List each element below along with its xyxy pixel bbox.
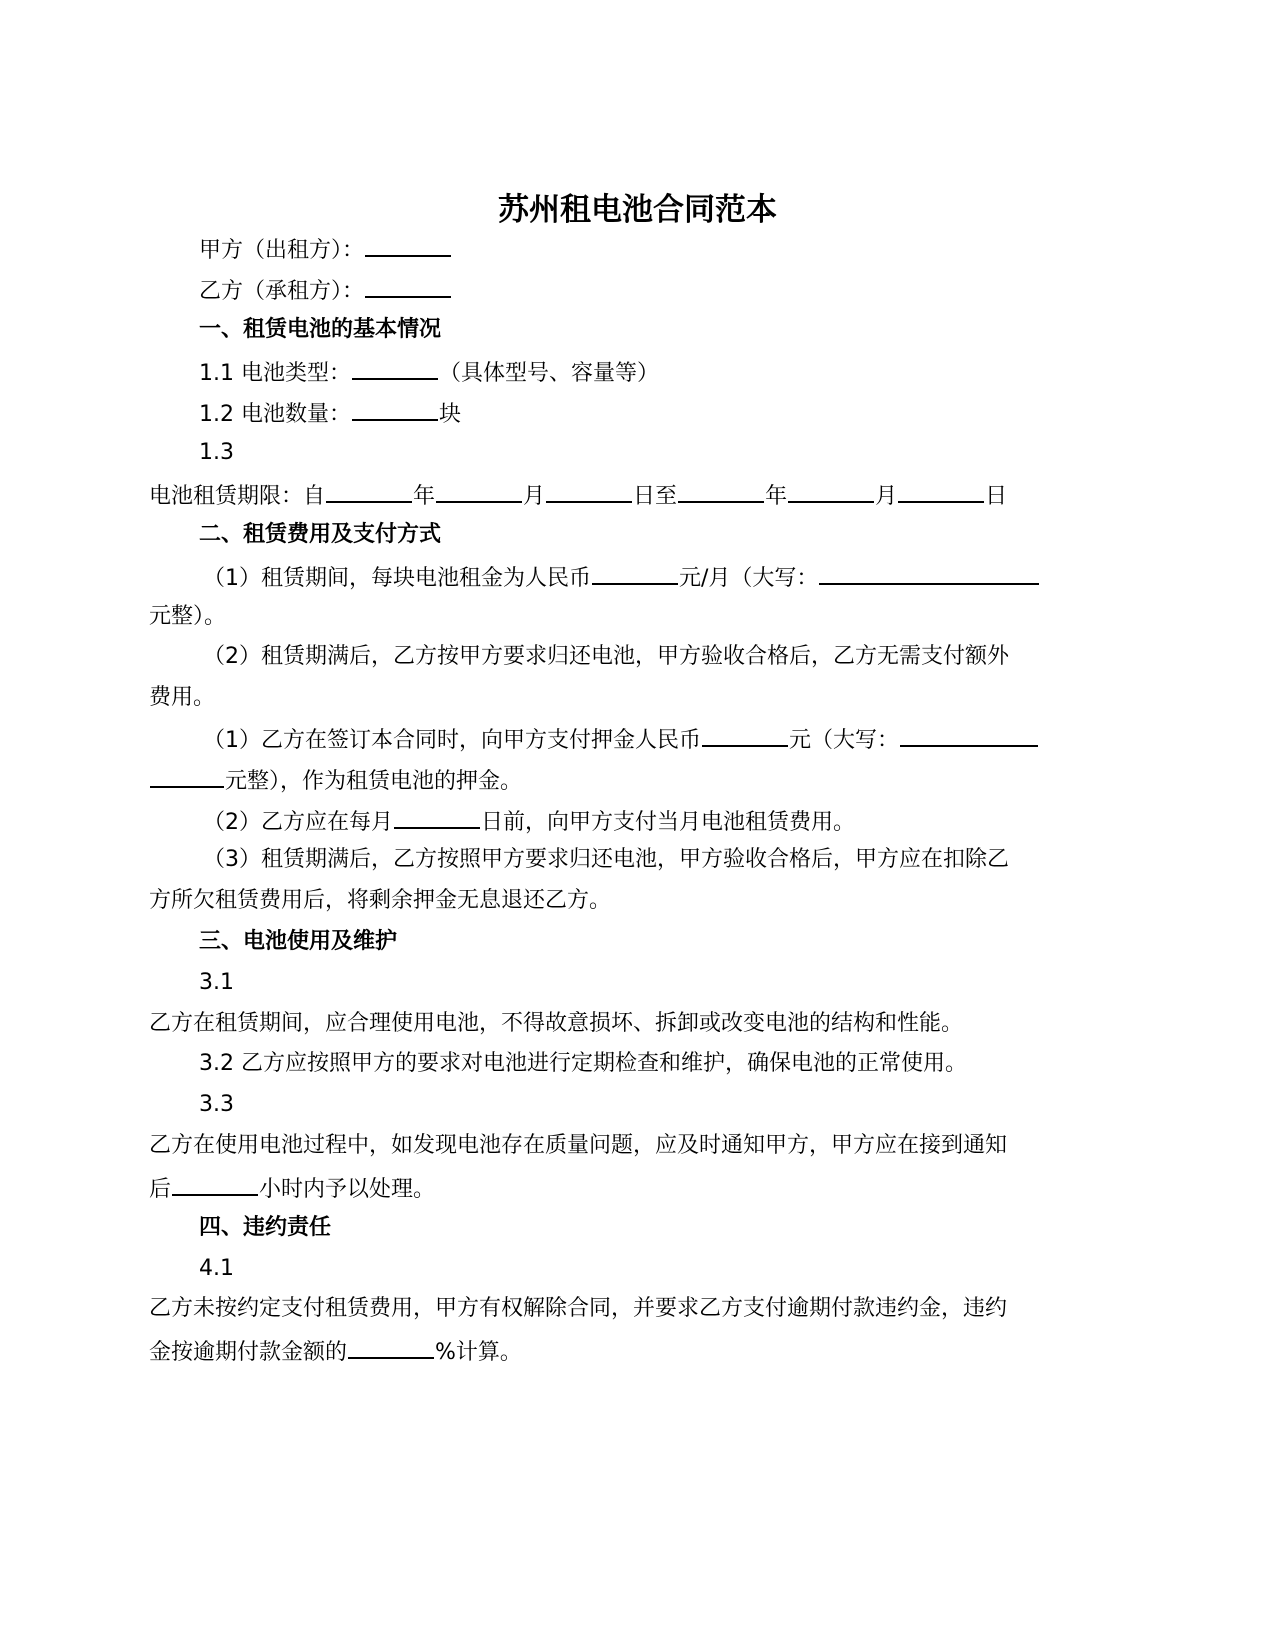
payment-date-clause xyxy=(203,805,1193,838)
clause-1-3-number: 1.3 xyxy=(199,440,234,465)
clause-1-2-label: 1.2 电池数量： xyxy=(199,402,351,427)
clause-3-3-prefix: 后 xyxy=(149,1177,172,1202)
clause-1-2 xyxy=(199,397,1189,430)
refund-clause: （3）租赁期满后，乙方按照甲方要求归还电池，甲方验收合格后，甲方应在扣除乙 xyxy=(203,847,1009,872)
party-a-label: 甲方（出租方）： xyxy=(199,238,365,263)
clause-4-1-end xyxy=(149,1335,1139,1368)
clause-1-1 xyxy=(199,356,1189,389)
party-b-label: 乙方（承租方）： xyxy=(199,279,365,304)
start-day-blank xyxy=(546,479,632,503)
penalty-rate-blank xyxy=(348,1335,434,1359)
rent-amount-words-blank xyxy=(819,561,1039,585)
deposit-amount-blank xyxy=(702,723,788,747)
section-1-heading: 一、租赁电池的基本情况 xyxy=(199,317,442,342)
clause-4-1-prefix: 金按逾期付款金额的 xyxy=(149,1340,348,1365)
day-to-label: 日至 xyxy=(633,484,678,509)
payment-day-blank xyxy=(394,805,480,829)
year-label-2: 年 xyxy=(765,484,788,509)
end-day-blank xyxy=(898,479,984,503)
clause-3-1-text: 乙方在租赁期间，应合理使用电池，不得故意损坏、拆卸或改变电池的结构和性能。 xyxy=(149,1011,964,1036)
payment-date-text-end: 日前，向甲方支付当月电池租赁费用。 xyxy=(481,810,856,835)
day-label-2: 日 xyxy=(985,484,1008,509)
battery-quantity-blank xyxy=(352,397,438,421)
clause-1-2-unit: 块 xyxy=(438,402,461,427)
fee-clause-1-end: 元整）。 xyxy=(149,604,227,629)
deposit-words-blank-cont xyxy=(150,764,224,788)
end-year-blank xyxy=(678,479,764,503)
section-3-heading: 三、电池使用及维护 xyxy=(199,929,398,954)
fee-clause-2-end: 费用。 xyxy=(149,685,216,710)
fee-clause-2: （2）租赁期满后，乙方按甲方要求归还电池，甲方验收合格后，乙方无需支付额外 xyxy=(203,644,1009,669)
battery-type-blank xyxy=(352,356,438,380)
party-b-line xyxy=(199,274,1189,307)
clause-3-3-number: 3.3 xyxy=(199,1092,234,1117)
clause-3-3-text: 乙方在使用电池过程中，如发现电池存在质量问题，应及时通知甲方，甲方应在接到通知 xyxy=(149,1133,1008,1158)
clause-3-2: 3.2 乙方应按照甲方的要求对电池进行定期检查和维护，确保电池的正常使用。 xyxy=(199,1051,967,1076)
clause-3-3-end xyxy=(149,1172,1139,1205)
fee-clause-1-text: （1）租赁期间，每块电池租金为人民币 xyxy=(203,566,591,591)
deposit-clause-unit: 元（大写： xyxy=(789,728,900,753)
month-label-2: 月 xyxy=(875,484,898,509)
start-month-blank xyxy=(436,479,522,503)
clause-4-1-number: 4.1 xyxy=(199,1256,234,1281)
clause-1-1-note: （具体型号、容量等） xyxy=(438,361,659,386)
start-year-blank xyxy=(326,479,412,503)
clause-4-1-suffix: %计算。 xyxy=(435,1340,522,1365)
clause-3-3-suffix: 小时内予以处理。 xyxy=(259,1177,436,1202)
fee-clause-1 xyxy=(203,561,1193,594)
party-a-line xyxy=(199,233,1189,266)
section-4-heading: 四、违约责任 xyxy=(199,1215,332,1240)
lease-term-label: 电池租赁期限：自 xyxy=(149,484,326,509)
clause-3-1-number: 3.1 xyxy=(199,970,234,995)
deposit-words-blank xyxy=(900,723,1038,747)
section-2-heading: 二、租赁费用及支付方式 xyxy=(199,522,442,547)
clause-1-1-label: 1.1 电池类型： xyxy=(199,361,351,386)
party-b-blank xyxy=(365,274,451,298)
response-hours-blank xyxy=(172,1172,258,1196)
fee-clause-1-unit: 元/月（大写： xyxy=(679,566,819,591)
month-label: 月 xyxy=(523,484,546,509)
party-a-blank xyxy=(365,233,451,257)
refund-clause-end: 方所欠租赁费用后，将剩余押金无息退还乙方。 xyxy=(149,888,612,913)
clause-4-1-text: 乙方未按约定支付租赁费用，甲方有权解除合同，并要求乙方支付逾期付款违约金，违约 xyxy=(149,1296,1008,1321)
document-title: 苏州租电池合同范本 xyxy=(498,192,777,228)
deposit-clause-end-text: 元整），作为租赁电池的押金。 xyxy=(225,769,523,794)
deposit-clause-text: （1）乙方在签订本合同时，向甲方支付押金人民币 xyxy=(203,728,701,753)
deposit-clause xyxy=(203,723,1193,756)
payment-date-text: （2）乙方应在每月 xyxy=(203,810,393,835)
rent-amount-blank xyxy=(592,561,678,585)
year-label: 年 xyxy=(413,484,436,509)
clause-1-3-text xyxy=(149,479,1139,512)
deposit-clause-end xyxy=(149,764,1139,797)
end-month-blank xyxy=(788,479,874,503)
